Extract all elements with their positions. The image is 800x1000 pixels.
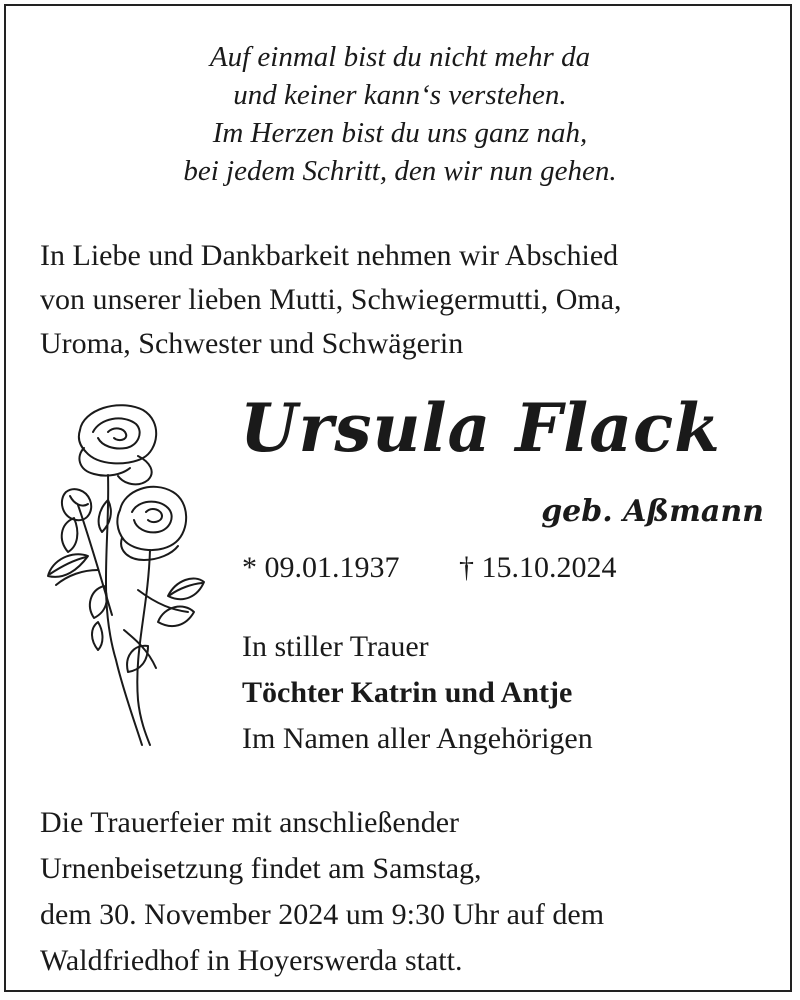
- service-info: [40, 800, 604, 984]
- death-date: † 15.10.2024: [459, 551, 617, 584]
- service-line: dem 30. November 2024 um 9:30 Uhr auf dem: [40, 898, 605, 931]
- farewell-text: [40, 234, 622, 366]
- life-dates: [242, 548, 617, 588]
- mourners-block: [242, 624, 593, 762]
- poem-line: Im Herzen bist du uns ganz nah,: [212, 117, 588, 149]
- birth-date: * 09.01.1937: [242, 551, 400, 584]
- farewell-line: In Liebe und Dankbarkeit nehmen wir Abschied: [40, 239, 619, 272]
- service-line: Die Trauerfeier mit anschließender: [40, 806, 460, 839]
- poem-line: Auf einmal bist du nicht mehr da: [209, 41, 591, 73]
- deceased-name: Ursula Flack: [240, 389, 721, 467]
- service-line: Urnenbeisetzung findet am Samstag,: [40, 852, 482, 885]
- poem-line: und keiner kann‘s verstehen.: [233, 79, 567, 111]
- birth-name: geb. Aßmann: [541, 494, 764, 529]
- service-line: Waldfriedhof in Hoyerswerda statt.: [40, 944, 463, 977]
- mourning-intro: In stiller Trauer: [242, 630, 429, 663]
- mourner-names: Töchter Katrin und Antje: [242, 676, 573, 709]
- relatives-line: Im Namen aller Angehörigen: [242, 722, 593, 755]
- farewell-line: von unserer lieben Mutti, Schwiegermutti, Oma,: [40, 283, 622, 316]
- farewell-line: Uroma, Schwester und Schwägerin: [40, 327, 464, 360]
- rose-illustration-icon: [38, 400, 208, 750]
- poem: [0, 38, 800, 190]
- poem-line: bei jedem Schritt, den wir nun gehen.: [183, 155, 617, 187]
